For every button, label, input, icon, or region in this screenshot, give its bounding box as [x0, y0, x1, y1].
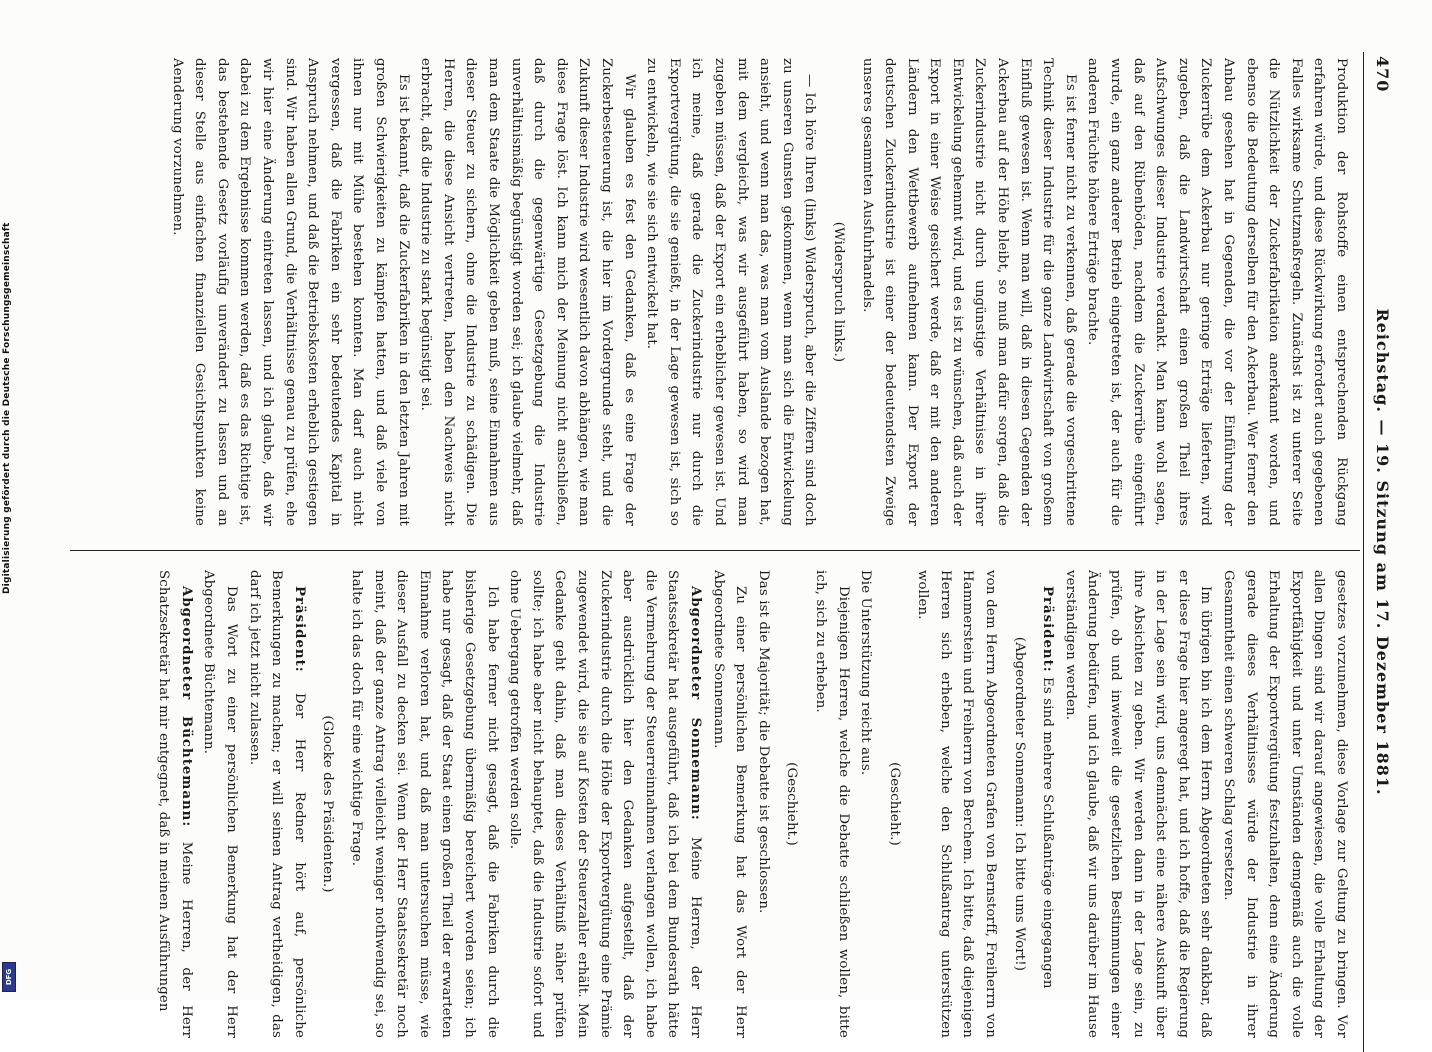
speaker-name: Präsident: [1040, 586, 1056, 673]
paragraph-text: Produktion der Rohstoffe einen entsprechenden Rückgang erfahren würde, und diese Rückwirkung erfordert auch gegebenen Falles wirksame Schutzmaßregeln. Zunächst ist zu unterer Seite die Nützlichkeit der Zuckerfabrikation anerkannt worden, und ebenso die Bedeutung derselben für den Ackerbau. Wer ferner den Anbau gesehen hat in Gegenden, die vor der Einführung der Zuckerrübe dem Ackerbau nur geringe Erträge lieferten, wird zugeben, daß die Landwirtschaft einen großen Theil ihres Aufschwunges dieser Industrie verdankt. Man kann wohl sagen, daß auf den Rübenböden, nachdem die Zuckerrübe eingeführt wurde, ein ganz anderer Betrieb eingetreten ist, der auch für die anderen Früchte höhere Erträge brachte. [1085, 58, 1349, 526]
page-header [1366, 52, 1396, 1052]
paragraph [165, 58, 414, 526]
speaker-name: Abgeordneter Büchtemann: [178, 586, 194, 828]
paragraph [1058, 570, 1216, 1038]
paragraph [640, 58, 821, 526]
column-divider [70, 550, 1360, 551]
paragraph-text: — Ich höre Ihren (links) Widerspruch, aber die Ziffern sind doch zu unseren Gunsten gekommen, wenn man sich die Entwickelung ansieht, und wenn man das, was man vom Auslande bezogen hat, mit dem vergleicht, was wir ausgeführt haben, so wird man zugeben müssen, daß der Export ein erheblicher gewesen ist. Und ich meine, daß gerade die Zuckerindustrie nur durch die Exportvergütung, die sie genießt, in der Lage gewesen ist, sich so zu entwickeln, wie sie sich entwickelt hat. [644, 58, 818, 526]
paragraph-text: Meine Herren, der Herr Staatssekretär hat ausgeführt, daß ich bei dem Bundesrath hätte die Vermehrung der Steuerreinnahmen verlangen wollen, ich habe aber ausdrücklich hier den Gedanken aufgestellt, daß der Zuckerindustrie durch die Höhe der Exportvergütung eine Prämie zugewendet wird, die sie auf Kosten der Steuerzahler erhält. Mein Gedanke geht dahin, daß man dieses Verhältniß näher prüfen sollte; ich habe aber nicht behauptet, daß die Industrie sofort und ohne Uebergang getroffen werden solle. [507, 570, 703, 1038]
dfg-logo: DFG [2, 962, 16, 992]
paragraph [855, 58, 1081, 526]
paragraph [1081, 58, 1352, 526]
paragraph-text: Wir glauben es fest den Gedanken, daß es eine Frage der Zuckerbesteuerung ist, die hier im Vordergrunde steht, und die Zukunft dieser Industrie wird wesentlich davon abhängen, wie man diese Frage löst. Ich kann mich der Meinung nicht anschließen, daß durch die gegenwärtige Gesetzgebung die Industrie unverhältnismäßig begünstigt worden sei; ich glaube vielmehr, daß man dem Staate die Möglichkeit geben muß, seine Einnahmen aus dieser Steuer zu sichern, ohne die Industrie zu schädigen. Die Herren, die diese Ansicht vertreten, haben den Nachweis nicht erbracht, daß die Industrie zu stark begünstigt sei. [418, 58, 637, 526]
paragraph-text: Im übrigen bin ich dem Herrn Abgeordneten sehr dankbar, daß er diese Frage hier angeregt hat, und ich hoffe, daß die Regierung in der Lage sein wird, uns demnächst eine nähere Auskunft über ihre Absichten zu geben. Wir werden dann in der Lage sein, zu prüfen, ob und inwieweit die gesetzlichen Bestimmungen einer Änderung bedürfen, und ich glaube, daß wir uns darüber im Hause verständigen werden. [1062, 570, 1214, 1038]
right-column [62, 570, 1352, 1038]
paragraph [1036, 570, 1059, 1038]
paragraph-text: Es ist ferner nicht zu verkennen, daß gerade die vorgeschrittene Technik dieser Industrie für die ganze Landwirtschaft von großem Einfluß gewesen ist. Wenn man will, daß in diesen Gegenden der Ackerbau auf der Höhe bleibt, so muß man dafür sorgen, daß die Zuckerindustrie nicht durch ungünstige Verhältnisse in ihrer Entwickelung gehemmt wird, und es ist zu wünschen, daß auch der Export in einer Weise gesichert werde, daß er mit den anderen Ländern den Wettbewerb aufnehmen kann. Der Export der deutschen Zuckerindustrie ist einer der bedeutendsten Zweige unseres gesammten Ausfuhrhandels. [859, 58, 1078, 526]
paragraph-text: Meine Herren, der Herr Schatzsekretär hat mir entgegnet, daß in meinen Ausführungen [156, 570, 194, 1038]
paragraph [242, 570, 310, 1038]
paragraph [706, 570, 751, 1038]
paragraph-text: Es sind mehrere Schlußanträge eingegangen [1040, 677, 1056, 989]
paragraph-text: Diejenigen Herren, welche die Debatte schließen wollen, bitte ich, sich zu erheben. [812, 570, 851, 1038]
paragraph-text: Zu einer persönlichen Bemerkung hat das Wort der Herr Abgeordnete Sonnemann. [710, 570, 749, 1038]
paragraph-text: Die Unterstützung reicht aus. [858, 570, 874, 776]
paragraph-text: von dem Herrn Abgeordneten Grafen von Bernstorff, Freiherrn von Hammerstein und Freiherrn von Berchem. Ich bitte, daß diejenigen Herren sich erheben, welche den Schlußantrag unterstützen wollen. [915, 570, 999, 1038]
paragraph [808, 570, 853, 1038]
paragraph-text: Ich habe ferner nicht gesagt, daß die Fabriken durch die bisherige Gesetzgebung übermäßig bereichert worden seien; ich habe nur gesagt, daß der Staat einen großen Theil der erwarteten Einnahme verloren hat, und daß man untersuchen müsse, wie dieser Ausfall zu decken sei. Wenn der Herr Staatssekretär noch meint, daß der ganze Antrag vielleicht weniger nothwendig sei, so halte ich das doch für eine wichtige Frage. [349, 570, 500, 1038]
header-rule [1363, 52, 1364, 1052]
page-number: 470 [1373, 56, 1392, 93]
stage-direction: (Glocke des Präsidenten.) [320, 715, 336, 893]
left-column [62, 58, 1352, 526]
paragraph [911, 570, 1001, 1038]
paragraph-text: Der Herr Redner hört auf, persönliche Bemerkungen zu machen; er will seinen Antrag vertheidigen, das darf ich jetzt nicht zulassen. [246, 570, 307, 1038]
stage-direction: (Widerspruch links.) [830, 221, 846, 363]
digitization-credit: Digitalisierung gefördert durch die Deutsche Forschungsgemeinschaft [2, 222, 12, 594]
running-head: Reichstag. — 19. Sitzung am 17. Dezember 1881. [1373, 308, 1392, 796]
paragraph-text: Es ist bekannt, daß die Zuckerfabriken in den letzten Jahren mit großen Schwierigkeiten zu kämpfen hatten, und daß viele von ihnen nur mit Mühe bestehen konnten. Man darf auch nicht vergessen, daß die Fabriken ein sehr bedeutendes Kapital in Anspruch nehmen, und daß die Betriebskosten erheblich gestiegen sind. Wir haben allen Grund, die Verhältnisse genau zu prüfen, ehe wir hier eine Änderung eintreten lassen, und ich glaube, daß wir dabei zu dem Ergebnisse kommen werden, daß es das Richtige ist, das bestehende Gesetz vorläufig unverändert zu lassen und an dieser Stelle aus einfachen finanziellen Gesichtspunkten keine Aenderung vorzunehmen. [169, 58, 411, 526]
paragraph [751, 570, 774, 1038]
paragraph [414, 58, 640, 526]
paragraph-text: Das Wort zu einer persönlichen Bemerkung hat der Herr Abgeordnete Büchtemann. [201, 570, 240, 1038]
paragraph [503, 570, 706, 1038]
paragraph [1216, 570, 1352, 1038]
stage-direction: (Abgeordneter Sonnemann: Ich bitte ums Wort!) [1011, 636, 1027, 972]
document-page [61, 52, 1396, 1052]
paragraph [197, 570, 242, 1038]
stage-direction: (Geschieht.) [886, 762, 902, 846]
paragraph-text: gesetzes vorzunehmen, diese Vorlage zur Geltung zu bringen. Vor allen Dingen sind wir darauf angewiesen, die volle Erhaltung der Exportfähigkeit und unter Umständen demgemäß auch die volle Erhaltung der Exportvergütung festzuhalten, denn eine Änderung gerade dieses Verhältnisses würde der Industrie in ihrer Gesammtheit einen schweren Schlag versetzen. [1221, 570, 1349, 1038]
stage-direction: (Geschieht.) [784, 762, 800, 846]
speaker-name: Präsident: [291, 586, 307, 673]
paragraph [854, 570, 877, 1038]
paragraph [152, 570, 197, 1038]
paragraph [344, 570, 502, 1038]
paragraph-text: Das ist die Majorität; die Debatte ist geschlossen. [755, 570, 771, 914]
speaker-name: Abgeordneter Sonnemann: [687, 586, 703, 821]
